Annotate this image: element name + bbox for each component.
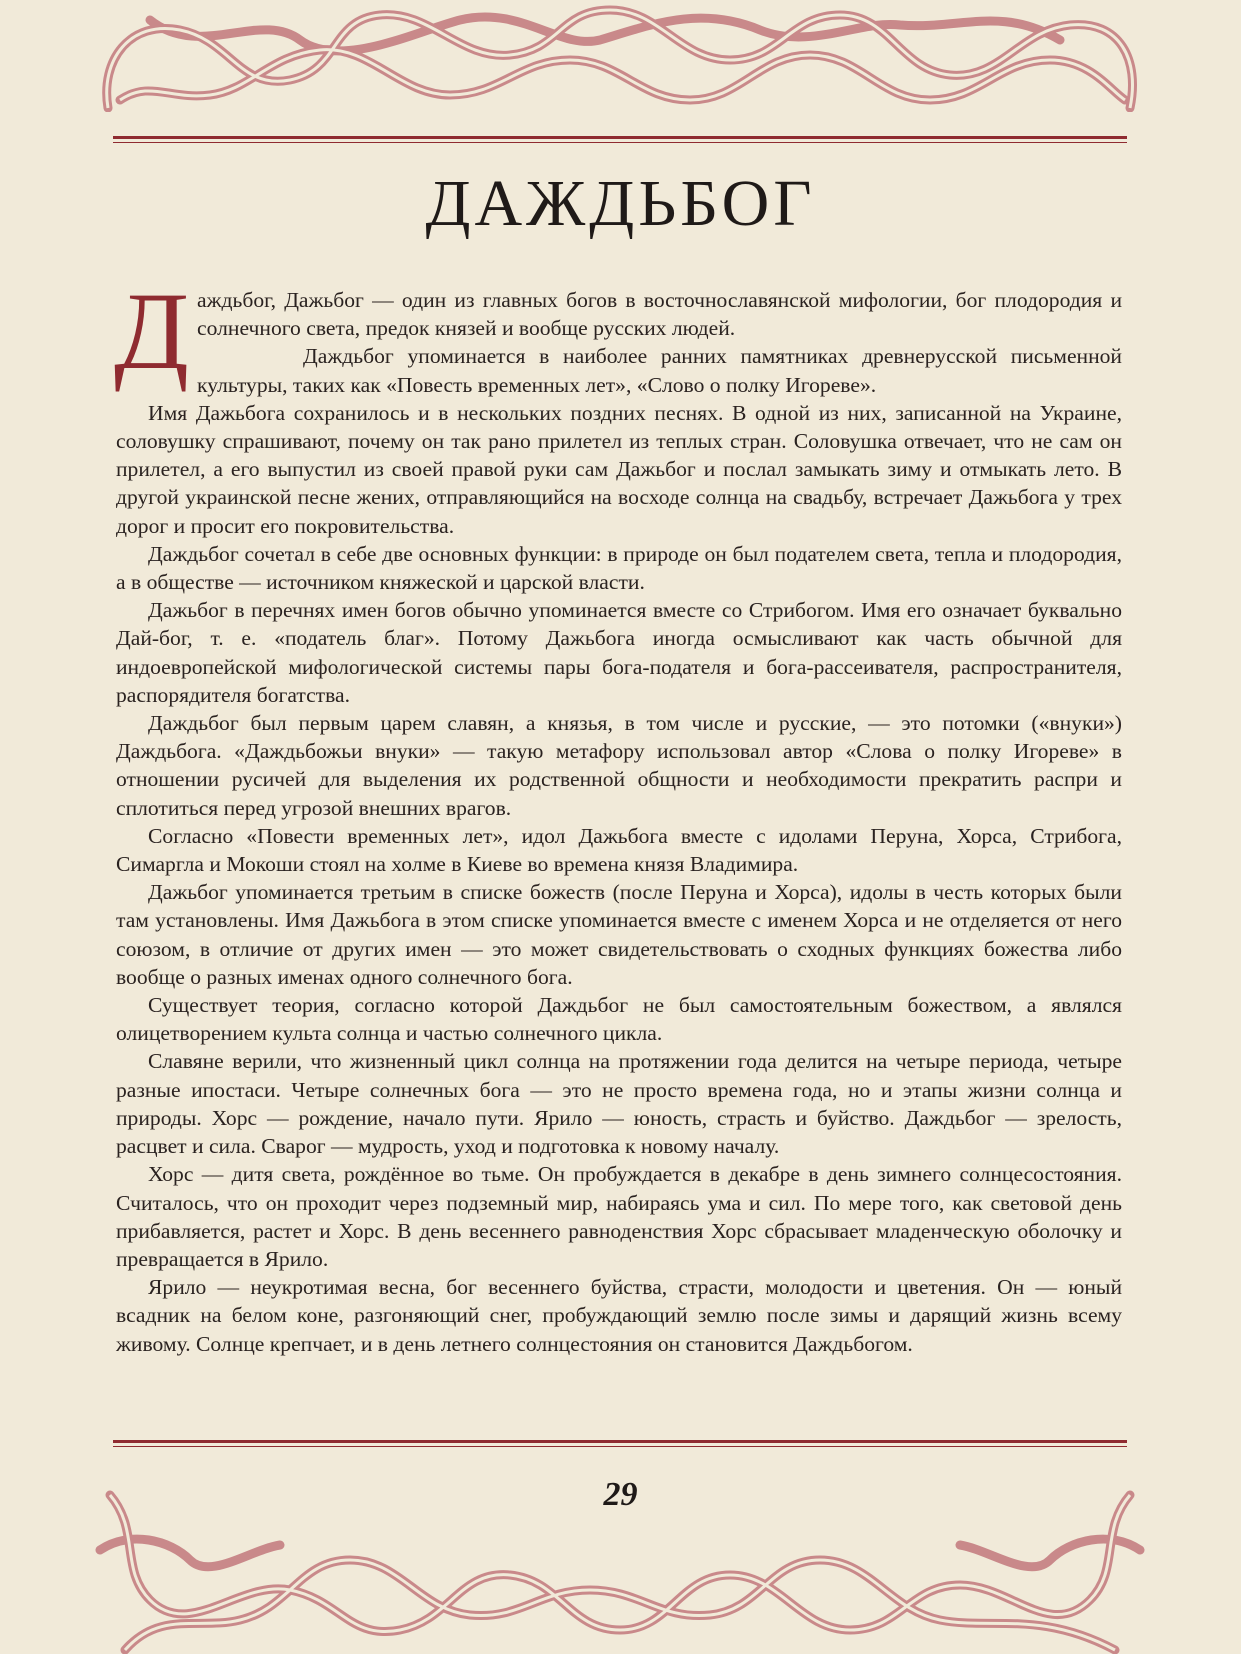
top-knotwork-ornament bbox=[0, 0, 1241, 112]
paragraph-3: Имя Дажьбога сохранилось и в нескольких поздних песнях. В одной из них, записанной на Украине, соловушку спрашивают, почему он так рано прилетел из теплых стран. Соловушка отвечает, что не сам он прилетел, а его выпустил из своей правой руки сам Дажьбог и послал замыкать зиму и отмыкать лето. В другой украинской песне жених, отправляющийся на восходе солнца на свадьбу, встречает Дажьбога у трех дорог и просит его покровительства. bbox=[116, 400, 1122, 538]
paragraph-1: Даждьбог, Дажьбог — один из главных богов в восточнославянской мифологии, бог плодородия и солнечного света, предок князей и вообще русских людей. bbox=[114, 270, 1122, 392]
paragraph-5: Дажьбог в перечнях имен богов обычно упоминается вместе со Стрибогом. Имя его означает буквально Дай-бог, т. е. «податель благ». Потому Дажьбога иногда осмысливают как часть обычной для индоевропейской мифологической системы пары бога-подателя и бога-рассеивателя, распространителя, распорядителя богатства. bbox=[116, 598, 1122, 707]
paragraph-10: Славяне верили, что жизненный цикл солнца на протяжении года делится на четыре периода, четыре разные ипостаси. Четыре солнечных бога — это не просто времена года, но и этапы жизни солнца и природы. Хорс — рождение, начало пути. Ярило — юность, страсть и буйство. Даждьбог — зрелость, расцвет и сила. Сварог — мудрость, уход и подготовка к новому началу. bbox=[116, 1049, 1122, 1159]
top-divider-rule bbox=[113, 136, 1127, 143]
page-number: 29 bbox=[603, 1476, 638, 1513]
paragraph-8: Дажьбог упоминается третьим в списке божеств (после Перуна и Хорса), идолы в честь которых были там установлены. Имя Дажьбога в этом списке упоминается вместе с именем Хорса и не отделяется от него союзом, в отличие от других имен — это может свидетельствовать о сходных функциях божества либо вообще о разных именах одного солнечного бога. bbox=[116, 880, 1122, 989]
paragraph-4: Даждьбог сочетал в себе две основных функции: в природе он был подателем света, тепла и плодородия, а в обществе — источником княжеской и царской власти. bbox=[116, 541, 1122, 595]
paragraph-7: Согласно «Повести временных лет», идол Дажьбога вместе с идолами Перуна, Хорса, Стрибога, Симаргла и Мокоши стоял на холме в Киеве во времена князя Владимира. bbox=[116, 823, 1122, 877]
article-body bbox=[114, 270, 1122, 1358]
paragraph-6: Даждьбог был первым царем славян, а князья, в том числе и русские, — это потомки («внуки») Даждьбога. «Даждьбожьи внуки» — такую метафору использовал автор «Слова о полку Игореве» в отношении русичей для выделения их родственной общности и необходимости прекратить распри и сплотиться перед угрозой внешних врагов. bbox=[116, 711, 1122, 820]
drop-cap: Д bbox=[114, 270, 190, 392]
page-title: ДАЖДЬБОГ bbox=[425, 167, 816, 240]
paragraph-2: Даждьбог упоминается в наиболее ранних памятниках древнерусской письменной культуры, таких как «Повесть временных лет», «Слово о полку Игореве». bbox=[197, 344, 1122, 397]
paragraph-12: Ярило — неукротимая весна, бог весеннего буйства, страсти, молодости и цветения. Он — юный всадник на белом коне, разгоняющий снег, пробуждающий землю после зимы и дарящий жизнь всему живому. Солнце крепчает, и в день летнего солнцестояния он становится Даждьбогом. bbox=[116, 1275, 1122, 1356]
paragraph-11: Хорс — дитя света, рождённое во тьме. Он пробуждается в декабре в день зимнего солнцесостояния. Считалось, что он проходит через подземный мир, набираясь ума и сил. По мере того, как световой день прибавляется, растет и Хорс. В день весеннего равноденствия Хорс сбрасывает младенческую оболочку и превращается в Ярило. bbox=[116, 1162, 1122, 1271]
paragraph-9: Существует теория, согласно которой Даждьбог не был самостоятельным божеством, а являлся олицетворением культа солнца и частью солнечного цикла. bbox=[116, 993, 1122, 1046]
bottom-knotwork-ornament bbox=[0, 1490, 1241, 1654]
bottom-divider-rule bbox=[113, 1440, 1127, 1447]
